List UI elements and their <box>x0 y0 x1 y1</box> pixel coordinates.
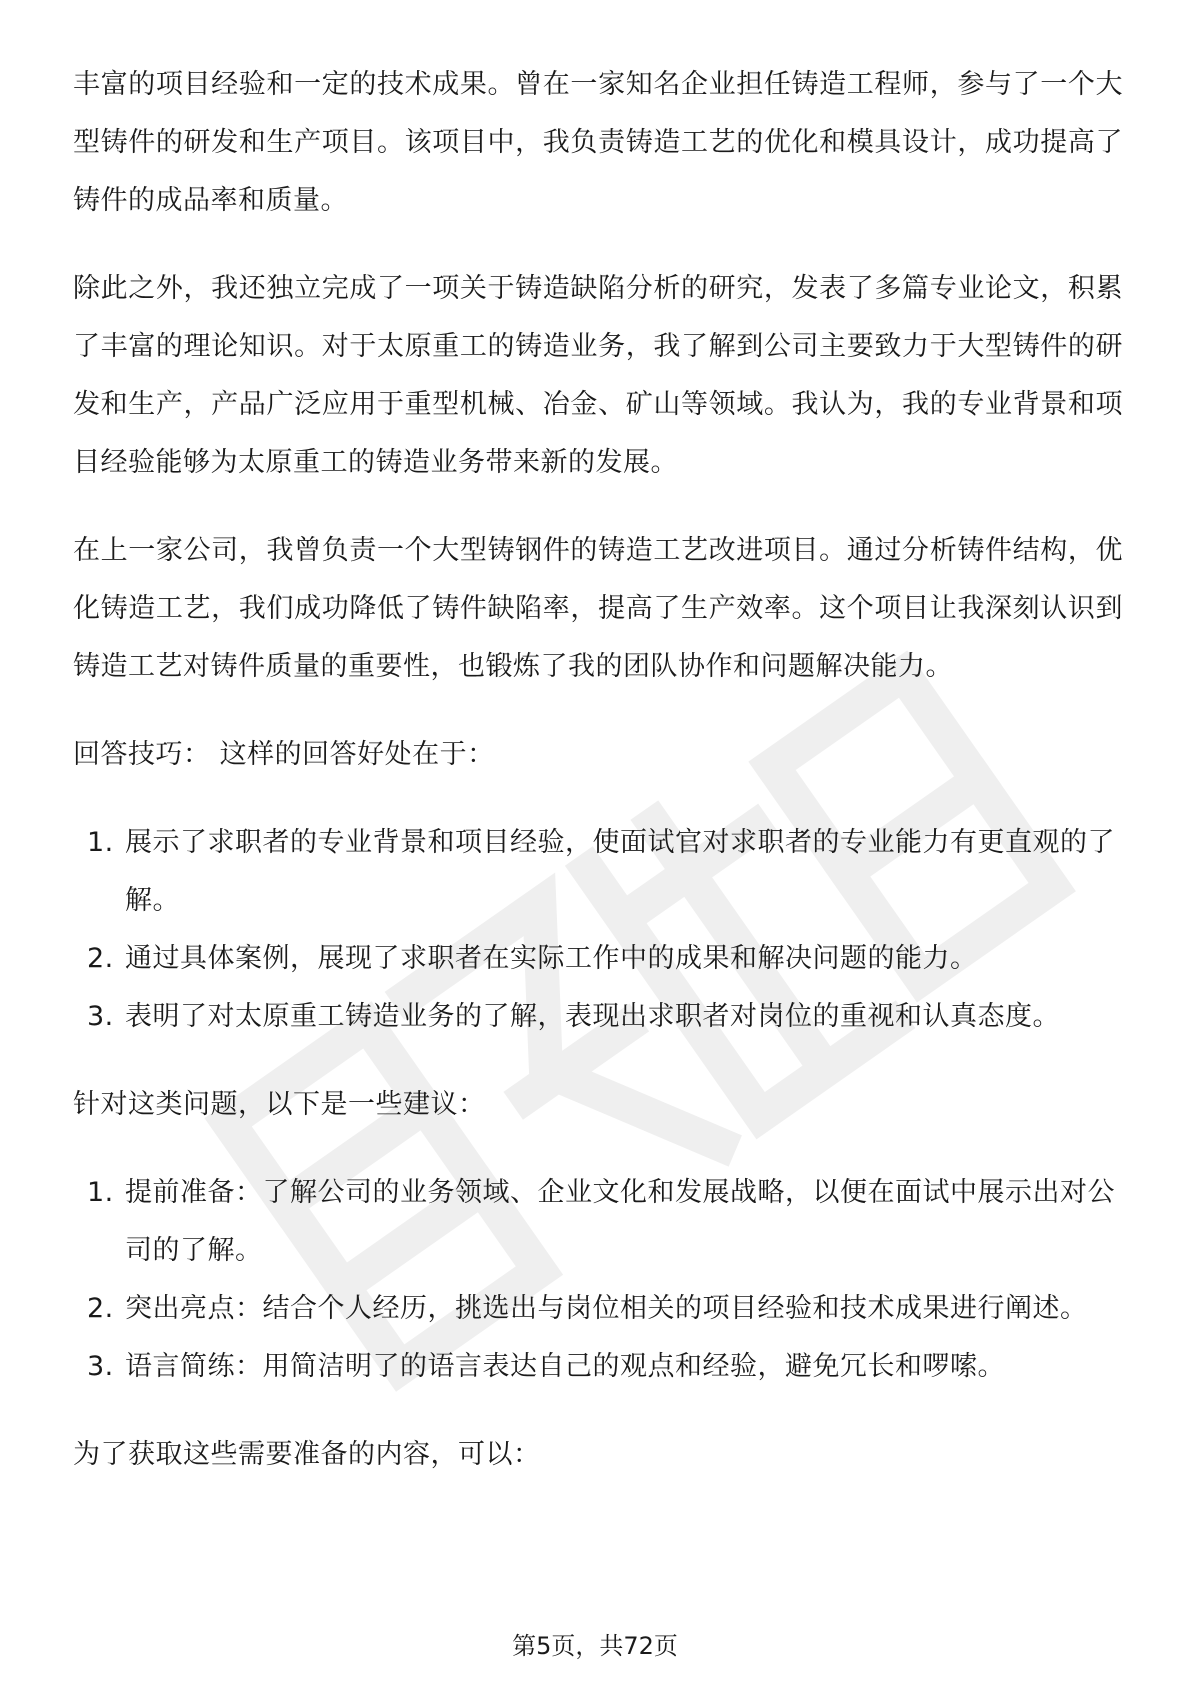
paragraph-research: 除此之外，我还独立完成了一项关于铸造缺陷分析的研究，发表了多篇专业论文，积累了丰富的理论知识。对于太原重工的铸造业务，我了解到公司主要致力于大型铸件的研发和生产，产品广泛应用于重型机械、冶金、矿山等领域。我认为，我的专业背景和项目经验能够为太原重工的铸造业务带来新的发展。 <box>73 273 1123 478</box>
list-item <box>73 930 1123 988</box>
list-number: 3. <box>87 1351 114 1382</box>
page-number: 第5页，共72页 <box>512 1632 678 1660</box>
suggestions-list <box>73 1164 1123 1396</box>
list-item <box>73 1338 1123 1396</box>
document-body <box>73 56 1123 1514</box>
paragraph-suggestions: 针对这类问题，以下是一些建议： <box>73 1089 486 1120</box>
paragraph-preparation: 为了获取这些需要准备的内容，可以： <box>73 1439 541 1470</box>
list-number: 1. <box>87 827 114 858</box>
list-text: 语言简练：用简洁明了的语言表达自己的观点和经验，避免冗长和啰嗦。 <box>125 1351 1005 1382</box>
list-number: 3. <box>87 1001 114 1032</box>
list-number: 2. <box>87 1293 114 1324</box>
list-text: 表明了对太原重工铸造业务的了解，表现出求职者对岗位的重视和认真态度。 <box>125 1001 1060 1032</box>
list-item <box>73 1280 1123 1338</box>
list-item <box>73 1164 1123 1280</box>
paragraph-project: 在上一家公司，我曾负责一个大型铸钢件的铸造工艺改进项目。通过分析铸件结构，优化铸造工艺，我们成功降低了铸件缺陷率，提高了生产效率。这个项目让我深刻认识到铸造工艺对铸件质量的重要性，也锻炼了我的团队协作和问题解决能力。 <box>73 535 1123 682</box>
benefits-list <box>73 814 1123 1046</box>
list-number: 1. <box>87 1177 114 1208</box>
list-item <box>73 988 1123 1046</box>
list-item <box>73 814 1123 930</box>
list-text: 展示了求职者的专业背景和项目经验，使面试官对求职者的专业能力有更直观的了解。 <box>125 827 1115 916</box>
list-number: 2. <box>87 943 114 974</box>
paragraph-experience: 丰富的项目经验和一定的技术成果。曾在一家知名企业担任铸造工程师，参与了一个大型铸件的研发和生产项目。该项目中，我负责铸造工艺的优化和模具设计，成功提高了铸件的成品率和质量。 <box>73 69 1123 216</box>
list-text: 突出亮点：结合个人经历，挑选出与岗位相关的项目经验和技术成果进行阐述。 <box>125 1293 1088 1324</box>
list-text: 通过具体案例，展现了求职者在实际工作中的成果和解决问题的能力。 <box>125 943 978 974</box>
paragraph-answer-tips: 回答技巧： 这样的回答好处在于： <box>73 739 495 770</box>
list-text: 提前准备：了解公司的业务领域、企业文化和发展战略，以便在面试中展示出对公司的了解。 <box>125 1177 1115 1266</box>
